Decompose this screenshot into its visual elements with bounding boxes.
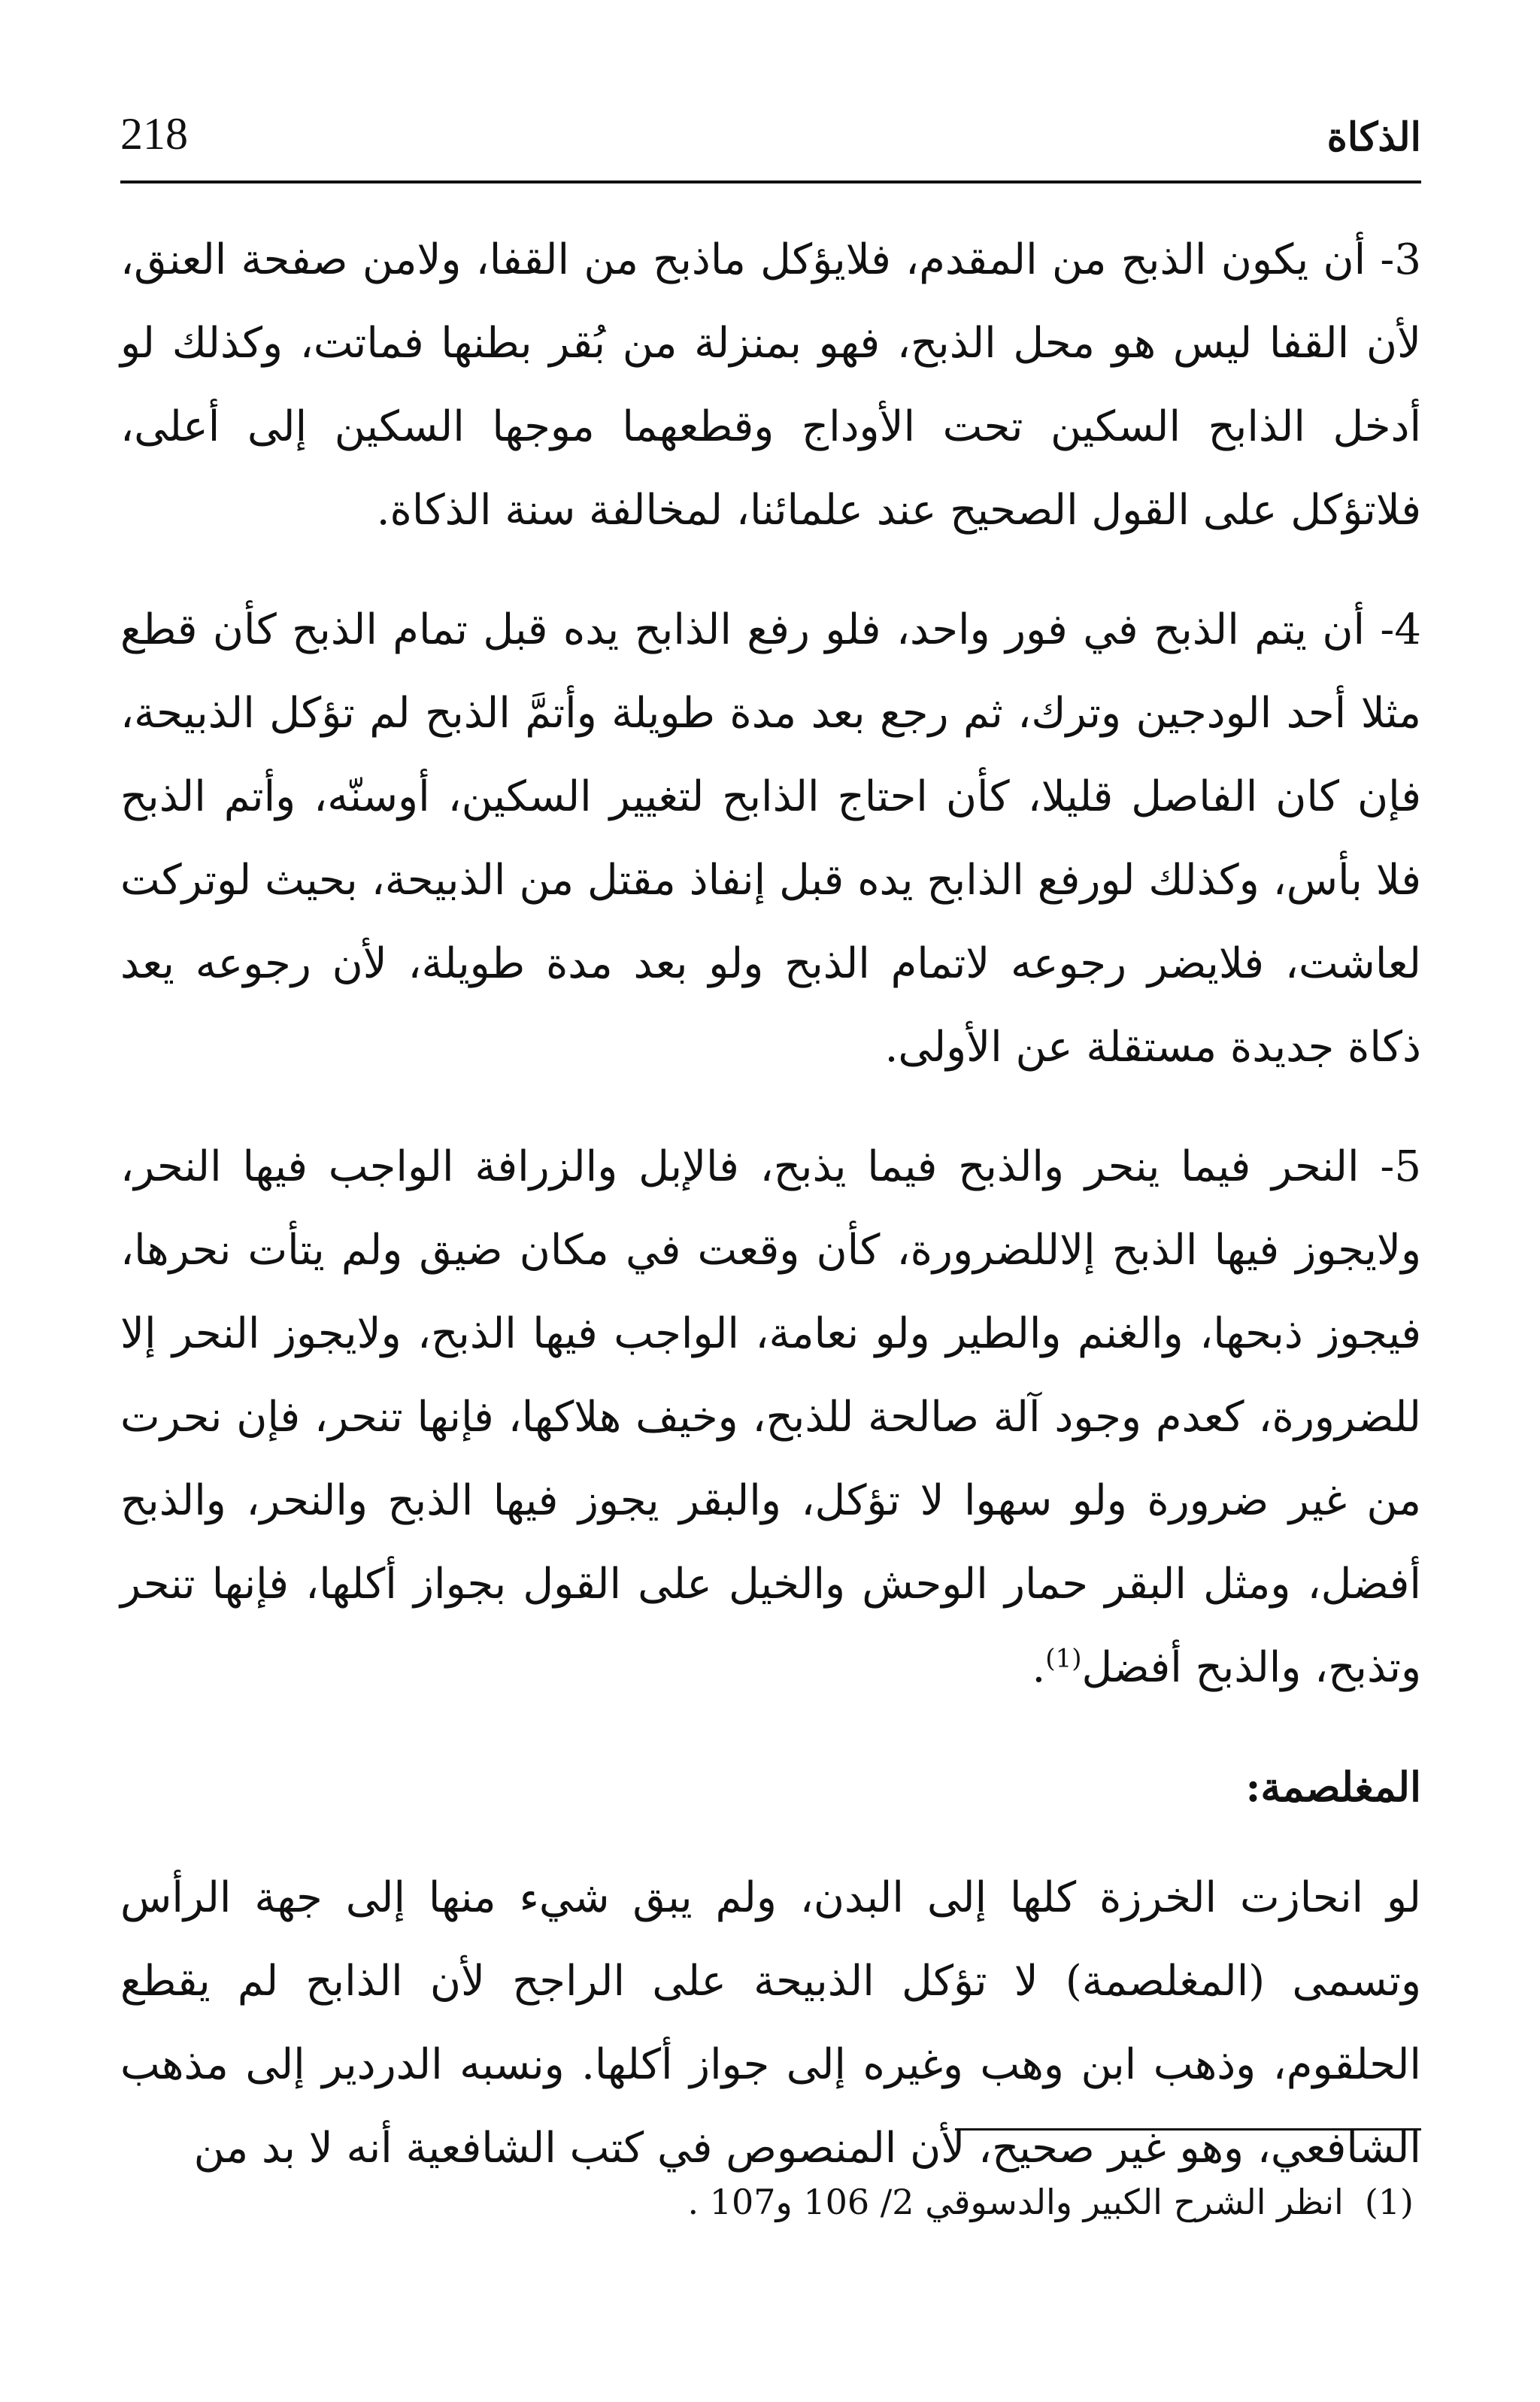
footnote-item [120, 2176, 1421, 2228]
book-page [120, 98, 1421, 2354]
paragraph-mughalsama: لو انحازت الخرزة كلها إلى البدن، ولم يبق شيء منها إلى جهة الرأس وتسمى (المغلصمة) لا تؤكل الذبيحة على الراجح لأن الذابح لم يقطع الحلقوم، وذهب ابن وهب وغيره إلى جواز أكلها. ونسبه الدردير إلى مذهب الشافعي، وهو غير صحيح، لأن المنصوص في كتب الشافعية أنه لا بد من [120, 1873, 1421, 2173]
paragraph-condition-4: 4- أن يتم الذبح في فور واحد، فلو رفع الذابح يده قبل تمام الذبح كأن قطع مثلا أحد الودجين وترك، ثم رجع بعد مدة طويلة وأتمَّ الذبح لم تؤكل الذبيحة، فإن كان الفاصل قليلا، كأن احتاج الذابح لتغيير السكين، أوسنّه، وأتم الذبح فلا بأس، وكذلك لورفع الذابح يده قبل إنفاذ مقتل من الذبيحة، بحيث لوتركت لعاشت، فلايضر رجوعه لاتمام الذبح ولو بعد مدة طويلة، لأن رجوعه يعد ذكاة جديدة مستقلة عن الأولى. [120, 605, 1421, 1072]
footnote-reference[interactable]: (1) [1045, 1643, 1082, 1674]
paragraph-condition-5-text: 5- النحر فيما ينحر والذبح فيما يذبح، فالإبل والزرافة الواجب فيها النحر، ولايجوز فيها الذبح إلاللضرورة، كأن وقعت في مكان ضيق ولم يتأت نحرها، فيجوز ذبحها، والغنم والطير ولو نعامة، الواجب فيها الذبح، ولايجوز النحر إلا للضرورة، كعدم وجود آلة صالحة للذبح، وخيف هلاكها، فإنها تنحر، فإن نحرت من غير ضرورة ولو سهوا لا تؤكل، والبقر يجوز فيها الذبح والنحر، والذبح أفضل، ومثل البقر حمار الوحش والخيل على القول بجواز أكلها، فإنها تنحر وتذبح، والذبح أفضل [120, 1142, 1422, 1692]
page-number: 218 [120, 109, 188, 159]
paragraph-condition-5 [120, 1125, 1421, 1709]
footnote-divider [955, 2128, 1421, 2131]
paragraph-condition-3: 3- أن يكون الذبح من المقدم، فلايؤكل ماذبح من القفا، ولامن صفحة العنق، لأن القفا ليس هو محل الذبح، فهو بمنزلة من بُقر بطنها فماتت، وكذلك لو أدخل الذابح السكين تحت الأوداج وقطعهما موجها السكين إلى أعلى، فلاتؤكل على القول الصحيح عند علمائنا، لمخالفة سنة الذكاة. [120, 235, 1422, 535]
footnote-number: (1) [1364, 2182, 1414, 2222]
paragraph-end-mark: . [1032, 1643, 1046, 1692]
footnotes-section [120, 2128, 1421, 2228]
section-heading: المغلصمة: [1245, 1763, 1421, 1811]
footnote-text: انظر الشرح الكبير والدسوقي 2/ 106 و107 . [687, 2182, 1344, 2222]
page-body [120, 218, 1421, 2226]
running-title: الذكاة [1326, 114, 1421, 160]
page-header [120, 98, 1421, 183]
